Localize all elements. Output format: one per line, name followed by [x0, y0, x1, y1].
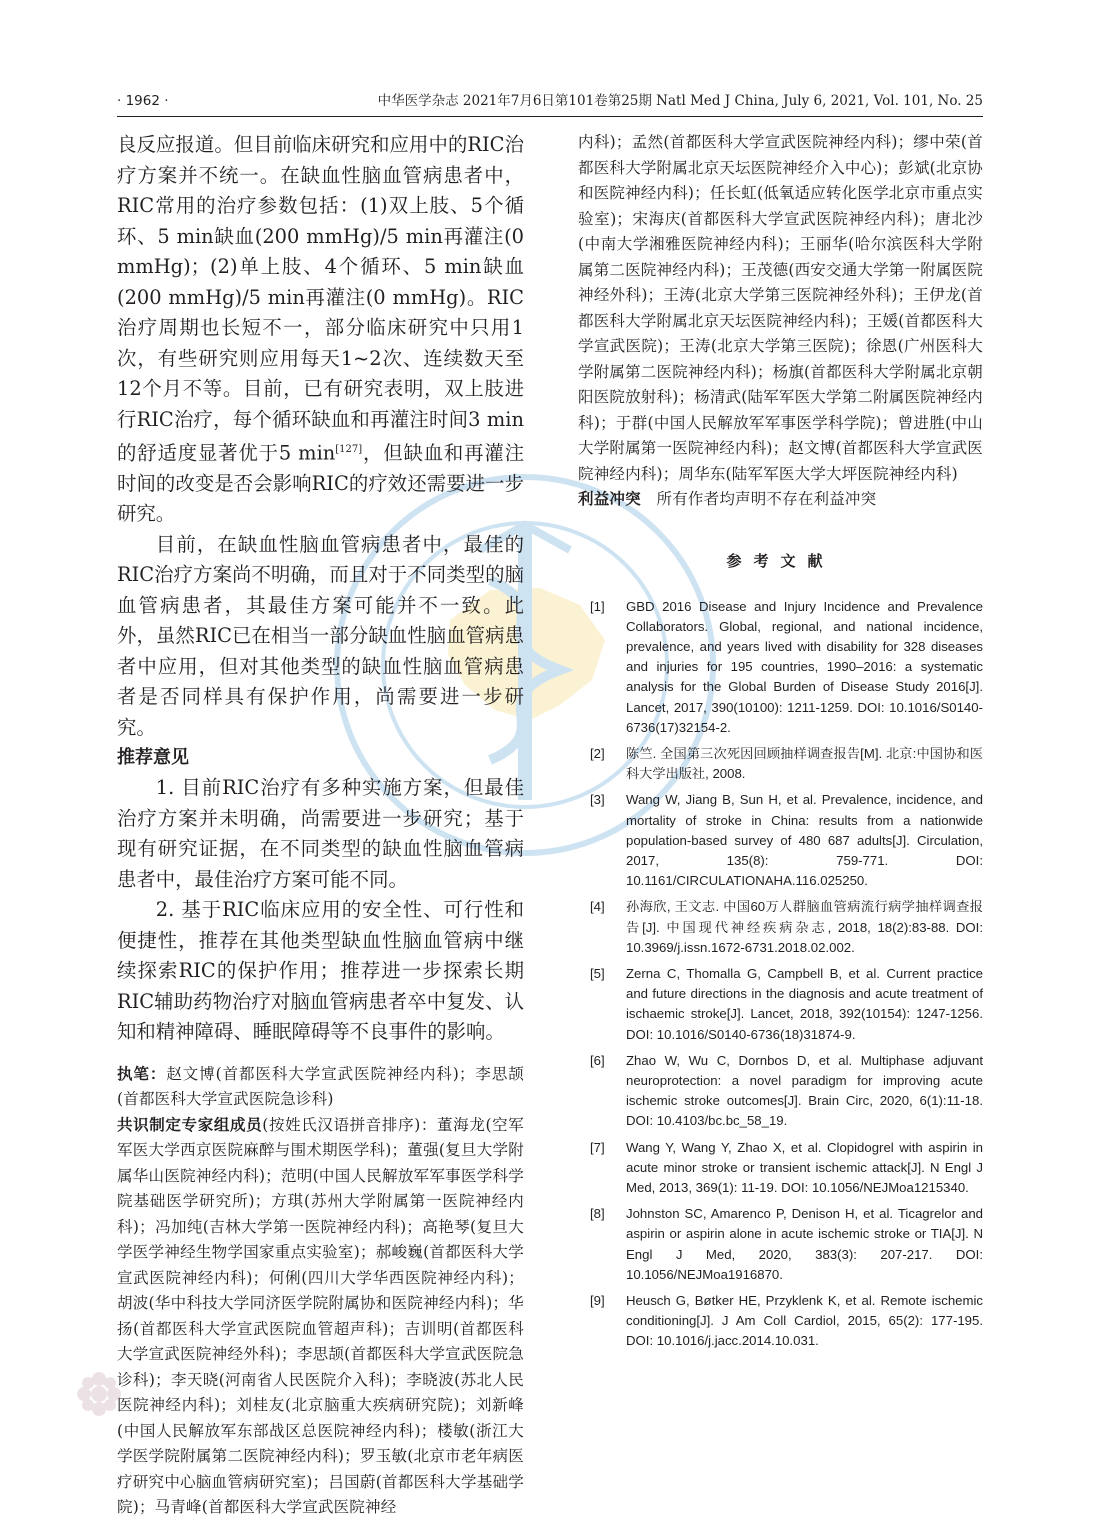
reference-item [578, 897, 983, 958]
reference-item [578, 744, 983, 784]
reference-text: Heusch G, Bøtker HE, Przyklenk K, et al. Remote ischemic conditioning[J]. J Am Coll Cardiol, 2015, 65(2): 177-195. DOI: 10.1016/j.jacc.2014.10.031. [626, 1293, 983, 1349]
reference-number: [8] [590, 1206, 605, 1222]
reference-text: GBD 2016 Disease and Injury Incidence and Prevalence Collaborators. Global, regional, and national incidence, prevalence, and years lived with disability for 328 diseases and injuries for 195 countries, 1990–2016: a systematic analysis for the Global Burden of Disease Study 2016[J]. Lancet, 2017, 390(10100): 1211-1259. DOI: 10.1016/S0140-6736(17)32154-2. [626, 598, 983, 735]
recommendation-item: 1. 目前RIC治疗有多种实施方案，但最佳治疗方案并未明确，尚需要进一步研究；基于现有研究证据，在不同类型的缺血性脑血管病患者中，最佳治疗方案可能不同。 [117, 776, 524, 891]
spacer [117, 1048, 524, 1062]
experts-label: 共识制定专家组成员 [117, 1115, 263, 1134]
reference-number: [1] [590, 598, 605, 614]
reference-number: [3] [590, 792, 605, 808]
header-rule [117, 116, 983, 117]
left-column [117, 130, 524, 1521]
body-paragraph: 目前，在缺血性脑血管病患者中，最佳的RIC治疗方案尚不明确，而且对于不同类型的脑血管病患者，其最佳方案可能并不一致。此外，虽然RIC已在相当一部分缺血性脑血管病患者中应用，但对其他类型的缺血性脑血管病患者是否同样具有保护作用，尚需要进一步研究。 [117, 532, 524, 739]
recommendation-item: 2. 基于RIC临床应用的安全性、可行性和便捷性，推荐在其他类型缺血性脑血管病中继续探索RIC的保护作用；推荐进一步探索长期RIC辅助药物治疗对脑血管病患者卒中复发、认知和精神障碍、睡眠障碍等不良事件的影响。 [117, 898, 524, 1044]
reference-item [578, 1291, 983, 1352]
body-paragraph [117, 130, 524, 530]
reference-text: Zerna C, Thomalla G, Campbell B, et al. Current practice and future directions in the diagnosis and acute treatment of ischaemic stroke[J]. Lancet, 2018, 392(10154): 1247-1256. DOI: 10.1016/S0140-6736(18)31874-9. [626, 965, 983, 1042]
reference-text: Zhao W, Wu C, Dornbos D, et al. Multiphase adjuvant neuroprotection: a novel paradigm for improving acute ischemic stroke outcomes[J]. Brain Circ, 2020, 6(1):11-18. DOI: 10.4103/bc.bc_58_19. [626, 1052, 983, 1129]
experts-text: (按姓氏汉语拼音排序)：董海龙(空军军医大学西京医院麻醉与围术期医学科)；董强(复旦大学附属华山医院神经内科)；范明(中国人民解放军军事医学科学院基础医学研究所)；方琪(苏州大学附属第一医院神经内科)；冯加纯(吉林大学第一医院神经内科)；高艳琴(复旦大学医学神经生物学国家重点实验室)；郝峻巍(首都医科大学宣武医院神经内科)；何俐(四川大学华西医院神经内科)；胡波(华中科技大学同济医学院附属协和医院神经内科)；华扬(首都医科大学宣武医院血管超声科)；吉训明(首都医科大学宣武医院神经外科)；李思颉(首都医科大学宣武医院急诊科)；李天晓(河南省人民医院介入科)；李晓波(苏北人民医院神经内科)；刘桂友(北京脑重大疾病研究院)；刘新峰(中国人民解放军东部战区总医院神经内科)；楼敏(浙江大学医学院附属第二医院神经内科)；罗玉敏(北京市老年病医疗研究中心脑血管病研究室)；吕国蔚(首都医科大学基础学院)；马青峰(首都医科大学宣武医院神经 [117, 1115, 524, 1517]
reference-number: [4] [590, 899, 605, 915]
running-header [117, 91, 983, 111]
conflict-label: 利益冲突 [578, 490, 641, 508]
conflict-of-interest [578, 487, 983, 513]
reference-item [578, 1138, 983, 1199]
reference-number: [9] [590, 1293, 605, 1308]
right-column [578, 130, 983, 1358]
journal-citation: 中华医学杂志 2021年7月6日第101卷第25期 Natl Med J China, July 6, 2021, Vol. 101, No. 25 [377, 93, 983, 109]
citation-marker[interactable]: [127] [335, 444, 363, 455]
writers-label: 执笔： [117, 1064, 167, 1083]
reference-number: [5] [590, 965, 605, 981]
experts-block-continued: 内科)；孟然(首都医科大学宣武医院神经内科)；缪中荣(首都医科大学附属北京天坛医院神经介入中心)；彭斌(北京协和医院神经内科)；任长虹(低氧适应转化医学北京市重点实验室)；宋海庆(首都医科大学宣武医院神经内科)；唐北沙(中南大学湘雅医院神经内科)；王丽华(哈尔滨医科大学附属第二医院神经内科)；王茂德(西安交通大学第一附属医院神经外科)；王涛(北京大学第三医院神经外科)；王伊龙(首都医科大学附属北京天坛医院神经内科)；王媛(首都医科大学宣武医院)；王涛(北京大学第三医院)；徐恩(广州医科大学附属第二医院神经内科)；杨旗(首都医科大学附属北京朝阳医院放射科)；杨清武(陆军军医大学第二附属医院神经内科)；于群(中国人民解放军军事医学科学院)；曾进胜(中山大学附属第一医院神经内科)；赵文博(首都医科大学宣武医院神经内科)；周华东(陆军军医大学大坪医院神经内科) [578, 133, 983, 483]
reference-text: Wang W, Jiang B, Sun H, et al. Prevalence, incidence, and mortality of stroke in China: results from a nationwide population-based survey of 480 687 adults[J]. Circulation, 2017, 135(8): 759-771. DOI: 10.1161/CIRCULATIONAHA.116.025250. [626, 792, 983, 889]
reference-number: [2] [590, 745, 605, 761]
flower-emblem-icon [76, 1371, 122, 1417]
spacer [578, 573, 983, 597]
paragraph-text: ，但缺血和再灌注时间的改变是否会影响RIC的疗效还需要进一步研究。 [117, 441, 525, 526]
reference-text: Wang Y, Wang Y, Zhao X, et al. Clopidogrel with aspirin in acute minor stroke or transient ischemic attack[J]. N Engl J Med, 2013, 369(1): 11-19. DOI: 10.1056/NEJMoa1215340. [626, 1139, 983, 1195]
experts-block [117, 1113, 524, 1521]
reference-text: Johnston SC, Amarenco P, Denison H, et al. Ticagrelor and aspirin or aspirin alone in acute ischemic stroke or TIA[J]. N Engl J Med, 2020, 383(3): 207-217. DOI: 10.1056/NEJMoa1916870. [626, 1206, 983, 1282]
reference-item [578, 964, 983, 1045]
writers-block [117, 1062, 524, 1113]
page-number: · 1962 · [117, 93, 169, 109]
spacer [578, 513, 983, 549]
reference-text: 陈竺. 全国第三次死因回顾抽样调查报告[M]. 北京:中国协和医科大学出版社, 2008. [626, 745, 983, 782]
reference-text: 孙海欣, 王文志. 中国60万人群脑血管病流行病学抽样调查报告[J]. 中国现代神经疾病杂志, 2018, 18(2):83-88. DOI: 10.3969/j.issn.1672-6731.2018.02.002. [626, 899, 983, 955]
paragraph-text: 良反应报道。但目前临床研究和应用中的RIC治疗方案并不统一。在缺血性脑血管病患者中，RIC常用的治疗参数包括：(1)双上肢、5个循环、5 min缺血(200 mmHg)/5 min再灌注(0 mmHg)；(2)单上肢、4个循环、5 min缺血(200 mmHg)/5 min再灌注(0 mmHg)。RIC治疗周期也长短不一，部分临床研究中只用1次，有些研究则应用每天1~2次、连续数天至12个月不等。目前，已有研究表明，双上肢进行RIC治疗，每个循环缺血和再灌注时间3 min的舒适度显著优于5 min [117, 133, 524, 465]
reference-item [578, 1204, 983, 1285]
reference-item [578, 597, 983, 738]
recommendation-heading: 推荐意见 [117, 747, 189, 769]
reference-number: [6] [590, 1052, 605, 1068]
reference-item [578, 1051, 983, 1132]
writers-text: 赵文博(首都医科大学宣武医院神经内科)；李思颉(首都医科大学宣武医院急诊科) [117, 1064, 524, 1109]
reference-number: [7] [590, 1139, 605, 1155]
reference-item [578, 790, 983, 891]
reference-list [578, 597, 983, 1352]
conflict-text: 所有作者均声明不存在利益冲突 [656, 490, 877, 508]
references-heading: 参考文献 [726, 551, 835, 570]
